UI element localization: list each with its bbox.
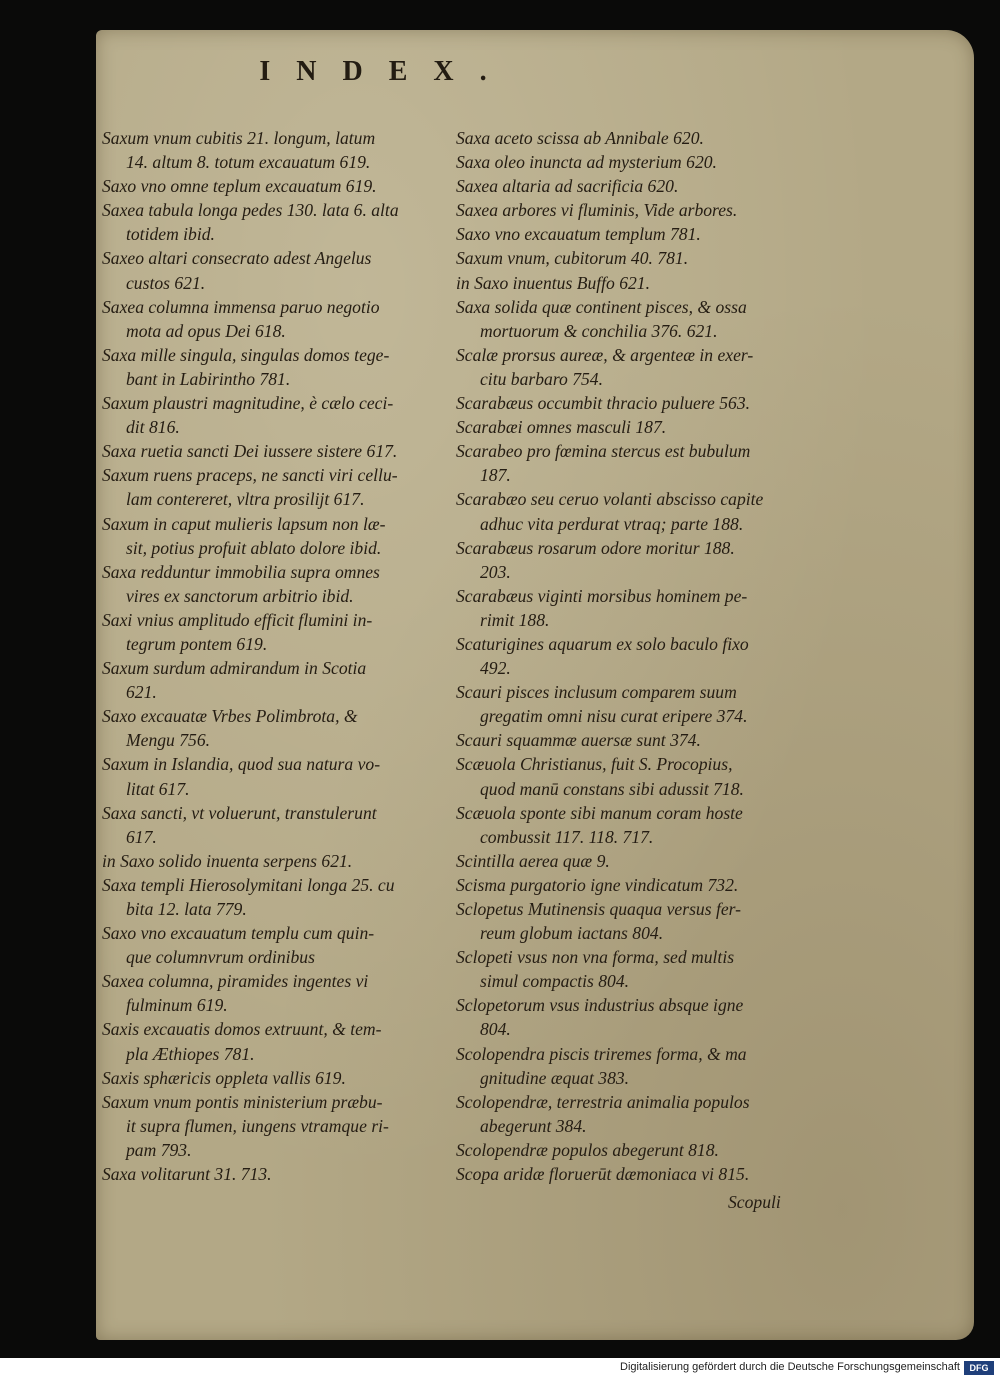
entry-line: Saxa volitarunt 31. 713. — [102, 1164, 272, 1185]
entry-line: Sclopetorum vsus industrius absque igne — [456, 995, 744, 1016]
index-entry — [102, 343, 442, 391]
index-entry — [456, 1090, 798, 1138]
entry-continuation: bant in Labirintho 781. — [126, 368, 291, 389]
entry-line: Sclopeti vsus non vna forma, sed multis — [456, 947, 735, 968]
entry-continuation: 14. altum 8. totum excauatum 619. — [126, 152, 371, 173]
index-entry — [102, 512, 442, 560]
catchword: Scopuli — [728, 1192, 781, 1212]
entry-continuation: mortuorum & conchilia 376. 621. — [480, 320, 718, 341]
index-entry — [102, 198, 442, 246]
index-entry — [456, 584, 798, 632]
index-entry — [102, 391, 442, 439]
index-entry — [456, 728, 798, 752]
entry-continuation: sit, potius profuit ablato dolore ibid. — [126, 537, 382, 558]
entry-continuation: combussit 117. 118. 717. — [480, 826, 654, 847]
entry-line: Scarabeo pro fœmina stercus est bubulum — [456, 441, 751, 462]
index-entry — [456, 993, 798, 1041]
entry-line: Scaturigines aquarum ex solo baculo fixo — [456, 633, 749, 654]
index-entry — [456, 1138, 798, 1162]
entry-line: Saxa templi Hierosolymitani longa 25. cu — [102, 874, 395, 895]
entry-continuation: mota ad opus Dei 618. — [126, 320, 286, 341]
index-entry — [456, 536, 798, 584]
entry-continuation: simul compactis 804. — [480, 971, 630, 992]
entry-line: Scarabæus viginti morsibus hominem pe- — [456, 585, 748, 606]
footer-credit: Digitalisierung gefördert durch die Deutsche Forschungsgemeinschaft — [620, 1361, 960, 1373]
entry-line: Saxa sancti, vt voluerunt, transtulerunt — [102, 802, 377, 823]
index-entry — [102, 246, 442, 294]
index-entry — [102, 704, 442, 752]
entry-line: Saxo vno excauatum templu cum quin- — [102, 923, 375, 944]
index-entry — [102, 295, 442, 343]
entry-line: Scarabæus occumbit thracio puluere 563. — [456, 393, 751, 414]
index-entry — [456, 391, 798, 415]
entry-line: Saxa ruetia sancti Dei iussere sistere 617. — [102, 441, 398, 462]
index-entry — [456, 174, 798, 198]
index-entry — [102, 608, 442, 656]
index-entry — [456, 873, 798, 897]
entry-continuation: 621. — [126, 682, 157, 703]
entry-line: Scalæ prorsus aureæ, & argenteæ in exer- — [456, 344, 754, 365]
entry-line: Saxum plaustri magnitudine, è cælo ceci- — [102, 393, 394, 414]
entry-line: Scauri pisces inclusum comparem suum — [456, 682, 737, 703]
index-entry — [456, 1042, 798, 1090]
entry-line: Sclopetus Mutinensis quaqua versus fer- — [456, 899, 742, 919]
index-entry — [456, 439, 798, 487]
entry-continuation: tegrum pontem 619. — [126, 633, 268, 654]
entry-line: Scarabæus rosarum odore moritur 188. — [456, 537, 735, 558]
index-entry — [102, 1090, 442, 1162]
entry-line: Scopa aridæ floruerūt dæmoniaca vi 815. — [456, 1164, 750, 1185]
entry-line: Scarabæi omnes masculi 187. — [456, 417, 667, 438]
index-entry — [456, 752, 798, 800]
entry-continuation: reum globum iactans 804. — [480, 923, 664, 944]
entry-line: Saxa oleo inuncta ad mysterium 620. — [456, 152, 717, 173]
index-column-right — [456, 126, 798, 1186]
entry-line: Saxo vno excauatum templum 781. — [456, 224, 701, 245]
entry-continuation: 804. — [480, 1019, 511, 1040]
entry-line: Saxum ruens praceps, ne sancti viri cellu- — [102, 465, 398, 486]
index-entry — [456, 415, 798, 439]
index-entry — [102, 174, 442, 198]
entry-line: Scolopendræ, terrestria animalia populos — [456, 1091, 750, 1112]
entry-line: Saxea tabula longa pedes 130. lata 6. alta — [102, 200, 399, 221]
entry-continuation: fulminum 619. — [126, 995, 228, 1016]
entry-line: Saxea arbores vi fluminis, Vide arbores. — [456, 200, 738, 221]
entry-continuation: quod manū constans sibi adussit 718. — [480, 778, 744, 799]
entry-continuation: vires ex sanctorum arbitrio ibid. — [126, 585, 354, 606]
entry-line: Saxa redduntur immobilia supra omnes — [102, 561, 380, 582]
entry-line: Saxum vnum pontis ministerium præbu- — [102, 1091, 383, 1112]
entry-line: Saxis excauatis domos extruunt, & tem- — [102, 1019, 382, 1040]
index-entry — [456, 198, 798, 222]
entry-continuation: bita 12. lata 779. — [126, 899, 247, 919]
entry-continuation: que columnvrum ordinibus — [126, 947, 315, 968]
entry-continuation: totidem ibid. — [126, 224, 215, 245]
entry-line: Scauri squammæ auersæ sunt 374. — [456, 730, 701, 751]
entry-continuation: litat 617. — [126, 778, 190, 799]
entry-continuation: custos 621. — [126, 272, 206, 293]
entry-line: Saxo excauatæ Vrbes Polimbrota, & — [102, 706, 358, 727]
entry-continuation: Mengu 756. — [126, 730, 211, 751]
entry-line: Saxea columna, piramides ingentes vi — [102, 971, 369, 992]
index-entry — [102, 463, 442, 511]
index-entry — [102, 439, 442, 463]
entry-line: in Saxo inuentus Buffo 621. — [456, 272, 651, 293]
entry-line: Saxum in caput mulieris lapsum non læ- — [102, 513, 386, 534]
index-entry — [102, 1162, 442, 1186]
entry-line: Scisma purgatorio igne vindicatum 732. — [456, 874, 739, 895]
footer-bar — [0, 1358, 1000, 1378]
entry-line: Saxa mille singula, singulas domos tege- — [102, 344, 390, 365]
entry-line: Saxum in Islandia, quod sua natura vo- — [102, 754, 381, 775]
index-entry — [456, 632, 798, 680]
entry-line: Saxo vno omne teplum excauatum 619. — [102, 176, 377, 197]
entry-continuation: dit 816. — [126, 417, 180, 438]
entry-line: Saxa solida quæ continent pisces, & ossa — [456, 296, 747, 317]
entry-line: Scæuola Christianus, fuit S. Procopius, — [456, 754, 733, 775]
index-entry — [102, 1017, 442, 1065]
entry-continuation: pam 793. — [126, 1139, 192, 1160]
entry-continuation: citu barbaro 754. — [480, 368, 603, 389]
index-entry — [456, 126, 798, 150]
index-entry — [456, 150, 798, 174]
index-column-left — [102, 126, 442, 1186]
entry-line: Saxum surdum admirandum in Scotia — [102, 658, 367, 679]
entry-continuation: gnitudine æquat 383. — [480, 1067, 630, 1088]
index-entry — [102, 849, 442, 873]
entry-continuation: rimit 188. — [480, 609, 550, 630]
index-entry — [102, 801, 442, 849]
index-entry — [456, 271, 798, 295]
entry-continuation: it supra flumen, iungens vtramque ri- — [126, 1115, 389, 1136]
entry-continuation: 187. — [480, 465, 511, 486]
index-entry — [456, 849, 798, 873]
index-entry — [456, 343, 798, 391]
entry-line: Saxa aceto scissa ab Annibale 620. — [456, 128, 704, 148]
index-entry — [456, 897, 798, 945]
entry-continuation: 617. — [126, 826, 157, 847]
index-entry — [102, 656, 442, 704]
entry-continuation: lam contereret, vltra prosilijt 617. — [126, 489, 365, 510]
index-entry — [456, 801, 798, 849]
index-entry — [456, 680, 798, 728]
entry-line: Scarabæo seu ceruo volanti abscisso capite — [456, 489, 764, 510]
index-entry — [456, 246, 798, 270]
index-entry — [456, 487, 798, 535]
dfg-logo: DFG — [964, 1361, 994, 1375]
index-entry — [456, 1162, 798, 1186]
entry-line: Saxea altaria ad sacrificia 620. — [456, 176, 679, 197]
index-entry — [456, 222, 798, 246]
index-entry — [102, 1066, 442, 1090]
index-entry — [456, 295, 798, 343]
entry-continuation: 492. — [480, 658, 511, 679]
entry-continuation: 203. — [480, 561, 511, 582]
entry-line: Scolopendræ populos abegerunt 818. — [456, 1139, 719, 1160]
entry-line: Saxea columna immensa paruo negotio — [102, 296, 380, 317]
entry-continuation: gregatim omni nisu curat eripere 374. — [480, 706, 748, 727]
entry-continuation: abegerunt 384. — [480, 1115, 587, 1136]
index-entry — [102, 126, 442, 174]
index-entry — [102, 969, 442, 1017]
entry-line: Scolopendra piscis triremes forma, & ma — [456, 1043, 747, 1064]
entry-line: Saxeo altari consecrato adest Angelus — [102, 248, 372, 269]
entry-line: in Saxo solido inuenta serpens 621. — [102, 850, 353, 871]
index-entry — [102, 921, 442, 969]
entry-continuation: adhuc vita perdurat vtraq; parte 188. — [480, 513, 744, 534]
entry-line: Saxum vnum cubitis 21. longum, latum — [102, 128, 376, 148]
entry-line: Scæuola sponte sibi manum coram hoste — [456, 802, 743, 823]
entry-continuation: pla Æthiopes 781. — [126, 1043, 255, 1064]
entry-line: Saxum vnum, cubitorum 40. 781. — [456, 248, 689, 269]
index-entry — [102, 873, 442, 921]
entry-line: Saxis sphæricis oppleta vallis 619. — [102, 1067, 346, 1088]
entry-line: Scintilla aerea quæ 9. — [456, 850, 610, 871]
index-entry — [102, 560, 442, 608]
page-header: INDEX. — [259, 56, 513, 87]
index-entry — [102, 752, 442, 800]
entry-line: Saxi vnius amplitudo efficit flumini in- — [102, 609, 373, 630]
index-entry — [456, 945, 798, 993]
